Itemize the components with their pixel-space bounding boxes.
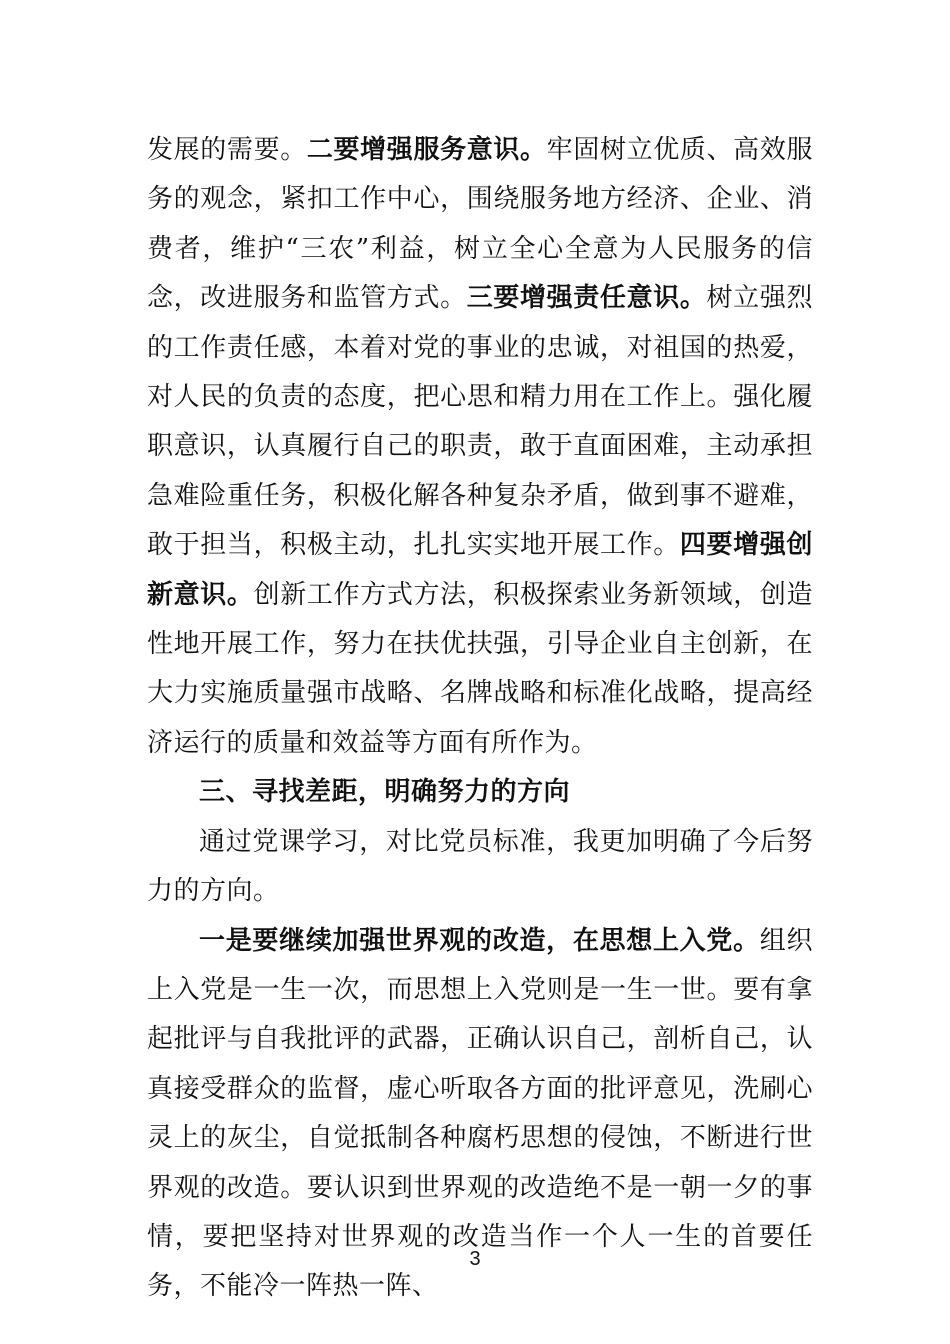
paragraph-service-responsibility-innovation [147,126,813,768]
section-heading-3: 三、寻找差距，明确努力的方向 [199,777,571,808]
paragraph-direction-intro: 通过党课学习，对比党员标准，我更加明确了今后努力的方向。 [147,826,813,907]
bold-lead-innovation-awareness: 四要增强创新意识。 [147,530,813,610]
bold-lead-responsibility-awareness: 三要增强责任意识。 [466,283,707,314]
text-run: 牢固树立优质、高效服务的观念，紧扣工作中心，围绕服务地方经济、企业、消费者，维护“三农”利益，树立全心全意为人民服务的信念，改进服务和监管方式。 [147,135,813,314]
bold-lead-worldview: 一是要继续加强世界观的改造，在思想上入党。 [199,925,760,956]
page-number: 3 [469,1248,481,1270]
text-run: 发展的需要。 [147,135,307,165]
text-run: 创新工作方式方法，积极探索业务新领域，创造性地开展工作，努力在扶优扶强，引导企业自主创新，在大力实施质量强市战略、名牌战略和标准化战略，提高经济运行的质量和效益等方面有所作为。 [147,579,813,758]
bold-lead-service-awareness: 二要增强服务意识。 [306,135,547,165]
text-run: 树立强烈的工作责任感，本着对党的事业的忠诚，对祖国的热爱，对人民的负责的态度，把心思和精力用在工作上。强化履职意识，认真履行自己的职责，敢于直面困难，主动承担急难险重任务，积极化解各种复杂矛盾，做到事不避难，敢于担当，积极主动，扎扎实实地开展工作。 [147,283,813,561]
document-body [147,126,813,1312]
text-run: 组织上入党是一生一次，而思想上入党则是一生一世。要有拿起批评与自我批评的武器，正确认识自己，剖析自己，认真接受群众的监督，虚心听取各方面的批评意见，洗刷心灵上的灰尘，自觉抵制各种腐朽思想的侵蚀，不断进行世界观的改造。要认识到世界观的改造绝不是一朝一夕的事情，要把坚持对世界观的改造当作一个人一生的首要任务，不能冷一阵热一阵、 [147,925,813,1302]
